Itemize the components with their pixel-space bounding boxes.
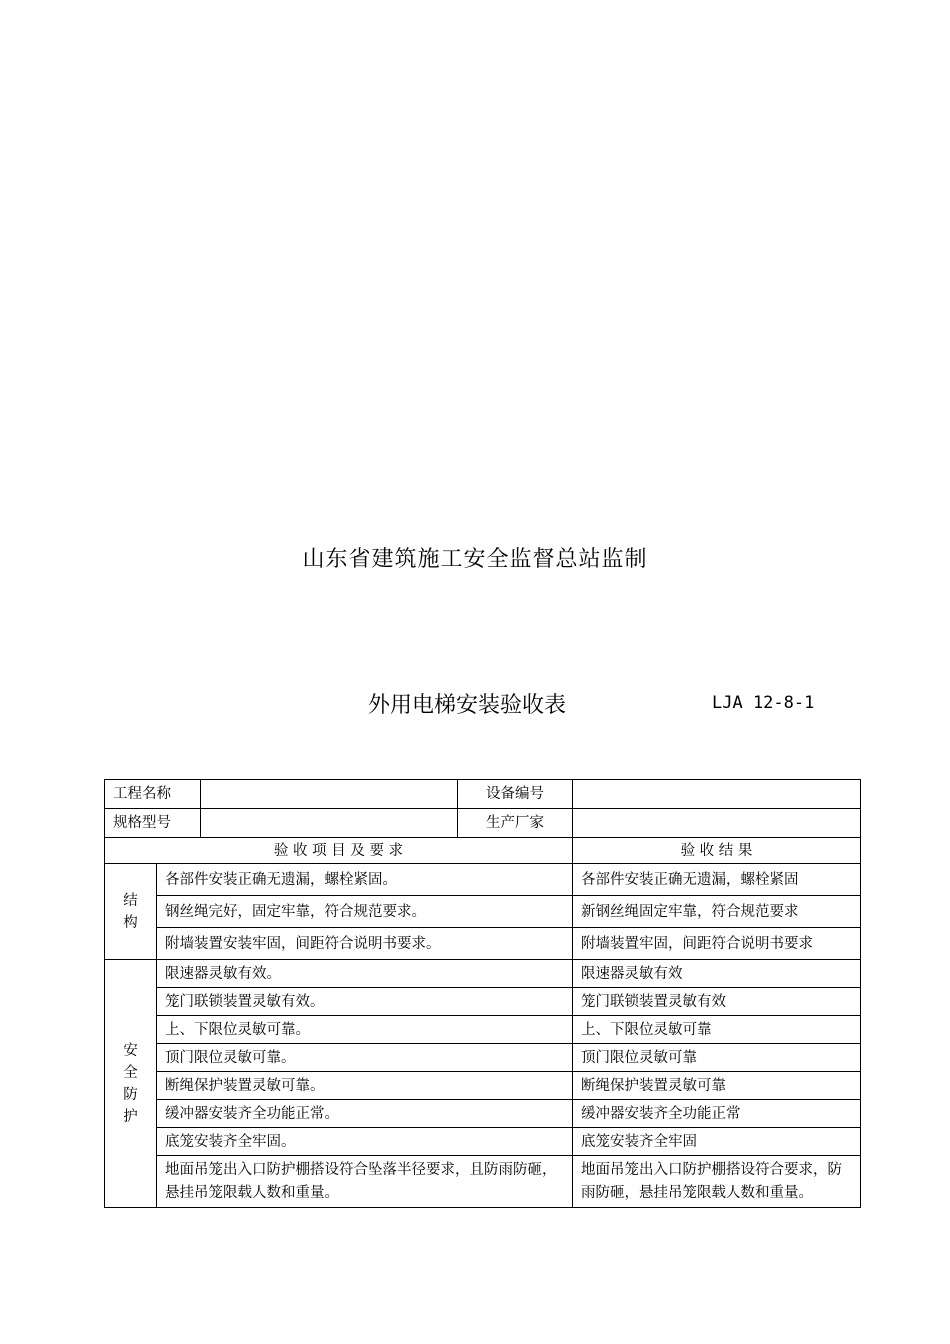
requirement-cell: 钢丝绳完好，固定牢靠，符合规范要求。 — [157, 896, 573, 928]
requirement-cell: 缓冲器安装齐全功能正常。 — [157, 1100, 573, 1128]
result-cell[interactable]: 缓冲器安装齐全功能正常 — [573, 1100, 861, 1128]
model-label: 规格型号 — [105, 809, 201, 838]
category-safety: 安 全 防 护 — [105, 960, 157, 1208]
table-row — [105, 1128, 861, 1156]
requirement-cell: 断绳保护装置灵敏可靠。 — [157, 1072, 573, 1100]
table-row — [105, 988, 861, 1016]
equipment-no-field[interactable] — [573, 780, 861, 809]
table-row — [105, 1156, 861, 1208]
project-name-field[interactable] — [201, 780, 458, 809]
header-row — [105, 838, 861, 864]
result-cell[interactable]: 限速器灵敏有效 — [573, 960, 861, 988]
table-row — [105, 928, 861, 960]
category-structure: 结 构 — [105, 864, 157, 960]
requirement-cell: 顶门限位灵敏可靠。 — [157, 1044, 573, 1072]
table-row — [105, 1016, 861, 1044]
acceptance-table — [104, 779, 861, 1208]
result-cell[interactable]: 附墙装置牢固，间距符合说明书要求 — [573, 928, 861, 960]
requirement-cell: 笼门联锁装置灵敏有效。 — [157, 988, 573, 1016]
result-cell[interactable]: 各部件安装正确无遗漏，螺栓紧固 — [573, 864, 861, 896]
result-cell[interactable]: 顶门限位灵敏可靠 — [573, 1044, 861, 1072]
model-field[interactable] — [201, 809, 458, 838]
table-row — [105, 1072, 861, 1100]
result-cell[interactable]: 地面吊笼出入口防护棚搭设符合要求，防雨防砸，悬挂吊笼限载人数和重量。 — [573, 1156, 861, 1208]
result-cell[interactable]: 新钢丝绳固定牢靠，符合规范要求 — [573, 896, 861, 928]
info-row-1 — [105, 780, 861, 809]
equipment-no-label: 设备编号 — [458, 780, 573, 809]
results-header: 验 收 结 果 — [573, 838, 861, 864]
result-cell[interactable]: 笼门联锁装置灵敏有效 — [573, 988, 861, 1016]
result-cell[interactable]: 上、下限位灵敏可靠 — [573, 1016, 861, 1044]
manufacturer-field[interactable] — [573, 809, 861, 838]
requirement-cell: 地面吊笼出入口防护棚搭设符合坠落半径要求，且防雨防砸，悬挂吊笼限载人数和重量。 — [157, 1156, 573, 1208]
requirement-cell: 限速器灵敏有效。 — [157, 960, 573, 988]
project-name-label: 工程名称 — [105, 780, 201, 809]
result-cell[interactable]: 断绳保护装置灵敏可靠 — [573, 1072, 861, 1100]
table-row — [105, 896, 861, 928]
supervisor-heading: 山东省建筑施工安全监督总站监制 — [302, 547, 648, 572]
form-title: 外用电梯安装验收表 — [368, 693, 567, 718]
table-row — [105, 864, 861, 896]
result-cell[interactable]: 底笼安装齐全牢固 — [573, 1128, 861, 1156]
requirement-cell: 底笼安装齐全牢固。 — [157, 1128, 573, 1156]
requirement-cell: 附墙装置安装牢固，间距符合说明书要求。 — [157, 928, 573, 960]
requirement-cell: 上、下限位灵敏可靠。 — [157, 1016, 573, 1044]
items-header: 验 收 项 目 及 要 求 — [105, 838, 573, 864]
manufacturer-label: 生产厂家 — [458, 809, 573, 838]
requirement-cell: 各部件安装正确无遗漏，螺栓紧固。 — [157, 864, 573, 896]
table-row — [105, 1100, 861, 1128]
form-code: LJA 12-8-1 — [712, 693, 815, 713]
table-row — [105, 1044, 861, 1072]
table-row — [105, 960, 861, 988]
info-row-2 — [105, 809, 861, 838]
